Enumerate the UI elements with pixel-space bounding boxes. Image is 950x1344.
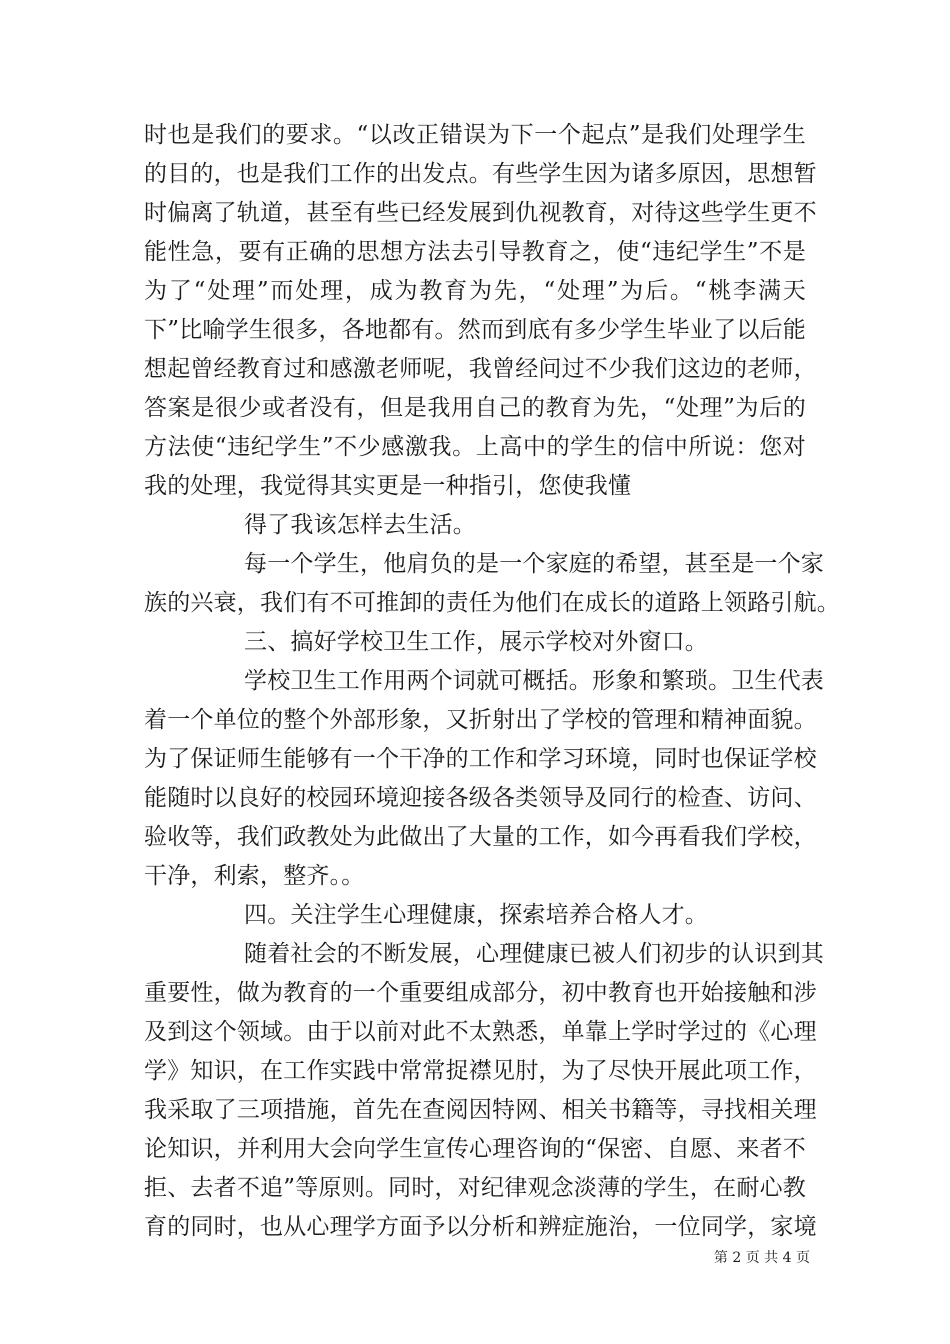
text-line: 答案是很少或者没有，但是我用自己的教育为先，“处理”为后的 bbox=[144, 395, 806, 421]
text-line: 能随时以良好的校园环境迎接各级各类领导及同行的检查、访问、 bbox=[144, 785, 817, 811]
text-line: 及到这个领域。由于以前对此不太熟悉，单靠上学时学过的《心理 bbox=[144, 1019, 817, 1045]
text-line: 学》知识，在工作实践中常常捉襟见肘，为了尽快开展此项工作， bbox=[144, 1058, 817, 1084]
text-line: 我采取了三项措施，首先在查阅因特网、相关书籍等，寻找相关理 bbox=[144, 1097, 817, 1123]
text-line: 为了“处理”而处理，成为教育为先，“处理”为后。“桃李满天 bbox=[144, 278, 806, 304]
text-line: 下”比喻学生很多，各地都有。然而到底有多少学生毕业了以后能 bbox=[144, 317, 806, 343]
text-line: 干净，利索，整齐。。 bbox=[144, 863, 365, 889]
text-line: 能性急，要有正确的思想方法去引导教育之，使“违纪学生”不是 bbox=[144, 239, 806, 265]
text-line: 论知识，并利用大会向学生宣传心理咨询的“保密、自愿、来者不 bbox=[144, 1136, 806, 1162]
page-number: 第 2 页 共 4 页 bbox=[713, 1250, 810, 1266]
text-line: 我的处理，我觉得其实更是一种指引，您使我懂 bbox=[144, 473, 632, 499]
text-line: 着一个单位的整个外部形象，又折射出了学校的管理和精神面貌。 bbox=[144, 707, 817, 733]
section-heading: 四。关注学生心理健康，探索培养合格人才。 bbox=[244, 902, 708, 928]
text-line: 时也是我们的要求。“以改正错误为下一个起点”是我们处理学生 bbox=[144, 122, 806, 148]
text-line: 时偏离了轨道，甚至有些已经发展到仇视教育，对待这些学生更不 bbox=[144, 200, 817, 226]
text-line: 的目的，也是我们工作的出发点。有些学生因为诸多原因，思想暂 bbox=[144, 161, 817, 187]
text-line: 每一个学生，他肩负的是一个家庭的希望，甚至是一个家 bbox=[244, 551, 824, 577]
text-line: 验收等，我们政教处为此做出了大量的工作，如今再看我们学校， bbox=[144, 824, 817, 850]
text-line: 随着社会的不断发展，心理健康已被人们初步的认识到其 bbox=[244, 941, 824, 967]
text-line: 育的同时，也从心理学方面予以分析和辨症施治，一位同学，家境 bbox=[144, 1214, 817, 1240]
text-line: 得了我该怎样去生活。 bbox=[244, 512, 476, 538]
text-line: 想起曾经教育过和感激老师呢，我曾经问过不少我们这边的老师， bbox=[144, 356, 817, 382]
text-line: 学校卫生工作用两个词就可概括。形象和繁琐。卫生代表 bbox=[244, 668, 824, 694]
text-line: 方法使“违纪学生”不少感激我。上高中的学生的信中所说：您对 bbox=[144, 434, 806, 460]
section-heading: 三、搞好学校卫生工作，展示学校对外窗口。 bbox=[244, 629, 708, 655]
text-line: 族的兴衰，我们有不可推卸的责任为他们在成长的道路上领路引航。 bbox=[144, 590, 840, 616]
text-line: 拒、去者不追”等原则。同时，对纪律观念淡薄的学生，在耐心教 bbox=[144, 1175, 806, 1201]
text-line: 为了保证师生能够有一个干净的工作和学习环境，同时也保证学校 bbox=[144, 746, 817, 772]
text-line: 重要性，做为教育的一个重要组成部分，初中教育也开始接触和涉 bbox=[144, 980, 817, 1006]
